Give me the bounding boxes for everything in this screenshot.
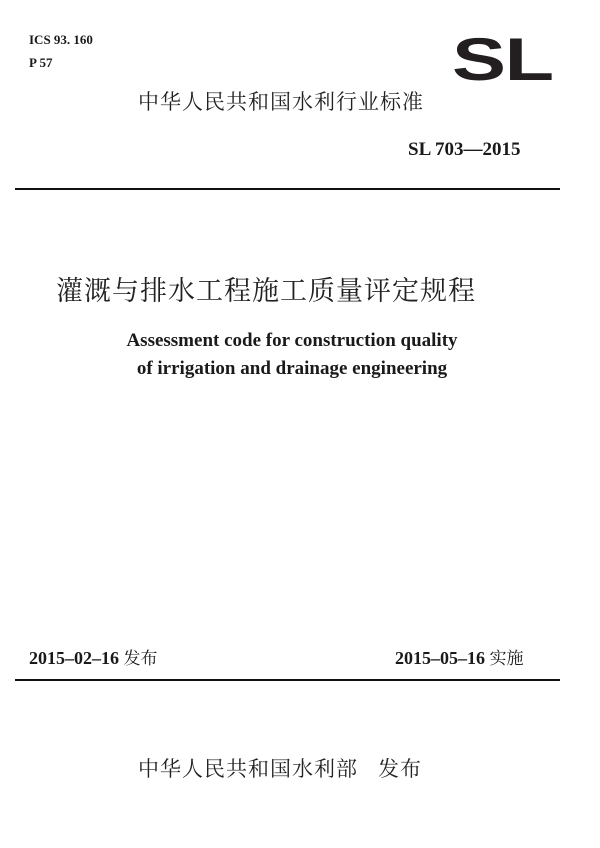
ics-code: ICS 93. 160 — [29, 32, 93, 47]
classification-code: P 57 — [29, 55, 53, 70]
sl-logo: SL — [452, 26, 553, 93]
publisher-name: 中华人民共和国水利部 — [138, 757, 358, 781]
title-chinese: 灌溉与排水工程施工质量评定规程 — [56, 276, 476, 307]
issue-date: 2015–02–16 — [29, 648, 119, 668]
publisher-block — [138, 756, 422, 782]
title-english-line2: of irrigation and drainage engineering — [136, 358, 448, 379]
bottom-divider — [15, 679, 560, 681]
industry-standard-heading: 中华人民共和国水利行业标准 — [138, 90, 424, 114]
effective-date: 2015–05–16 — [395, 648, 485, 668]
top-divider — [15, 188, 560, 190]
issue-date-block — [29, 647, 158, 670]
standard-code: SL 703—2015 — [408, 139, 521, 160]
title-english-line1: Assessment code for construction quality — [126, 330, 458, 351]
publish-label: 发布 — [378, 757, 422, 781]
issue-label: 发布 — [123, 649, 158, 669]
effective-date-block — [395, 647, 524, 670]
effective-label: 实施 — [489, 649, 524, 669]
